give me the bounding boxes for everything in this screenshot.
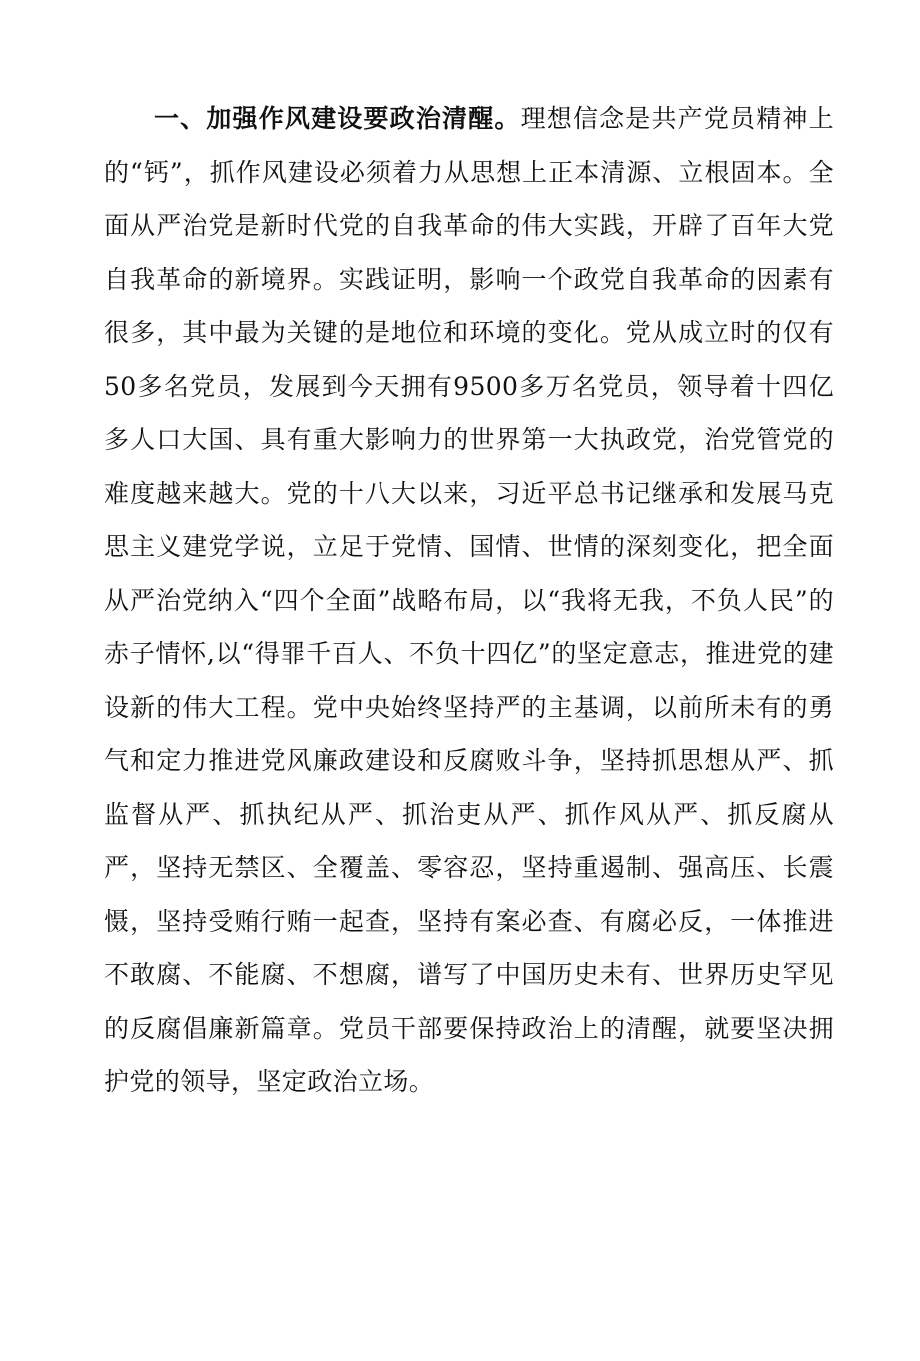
body-paragraph <box>104 92 834 1109</box>
section-heading: 一、加强作风建设要政治清醒。 <box>154 104 521 133</box>
paragraph-body: 理想信念是共产党员精神上的“钙”，抓作风建设必须着力从思想上正本清源、立根固本。全面从严治党是新时代党的自我革命的伟大实践，开辟了百年大党自我革命的新境界。实践证明，影响一个政党自我革命的因素有很多，其中最为关键的是地位和环境的变化。党从成立时的仅有50多名党员，发展到今天拥有9500多万名党员，领导着十四亿多人口大国、具有重大影响力的世界第一大执政党，治党管党的难度越来越大。党的十八大以来，习近平总书记继承和发展马克思主义建党学说，立足于党情、国情、世情的深刻变化，把全面从严治党纳入“四个全面”战略布局，以“我将无我，不负人民”的赤子情怀,以“得罪千百人、不负十四亿”的坚定意志，推进党的建设新的伟大工程。党中央始终坚持严的主基调，以前所未有的勇气和定力推进党风廉政建设和反腐败斗争，坚持抓思想从严、抓监督从严、抓执纪从严、抓治吏从严、抓作风从严、抓反腐从严，坚持无禁区、全覆盖、零容忍，坚持重遏制、强高压、长震慑，坚持受贿行贿一起查，坚持有案必查、有腐必反，一体推进不敢腐、不能腐、不想腐，谱写了中国历史未有、世界历史罕见的反腐倡廉新篇章。党员干部要保持政治上的清醒，就要坚决拥护党的领导，坚定政治立场。 <box>104 104 834 1096</box>
